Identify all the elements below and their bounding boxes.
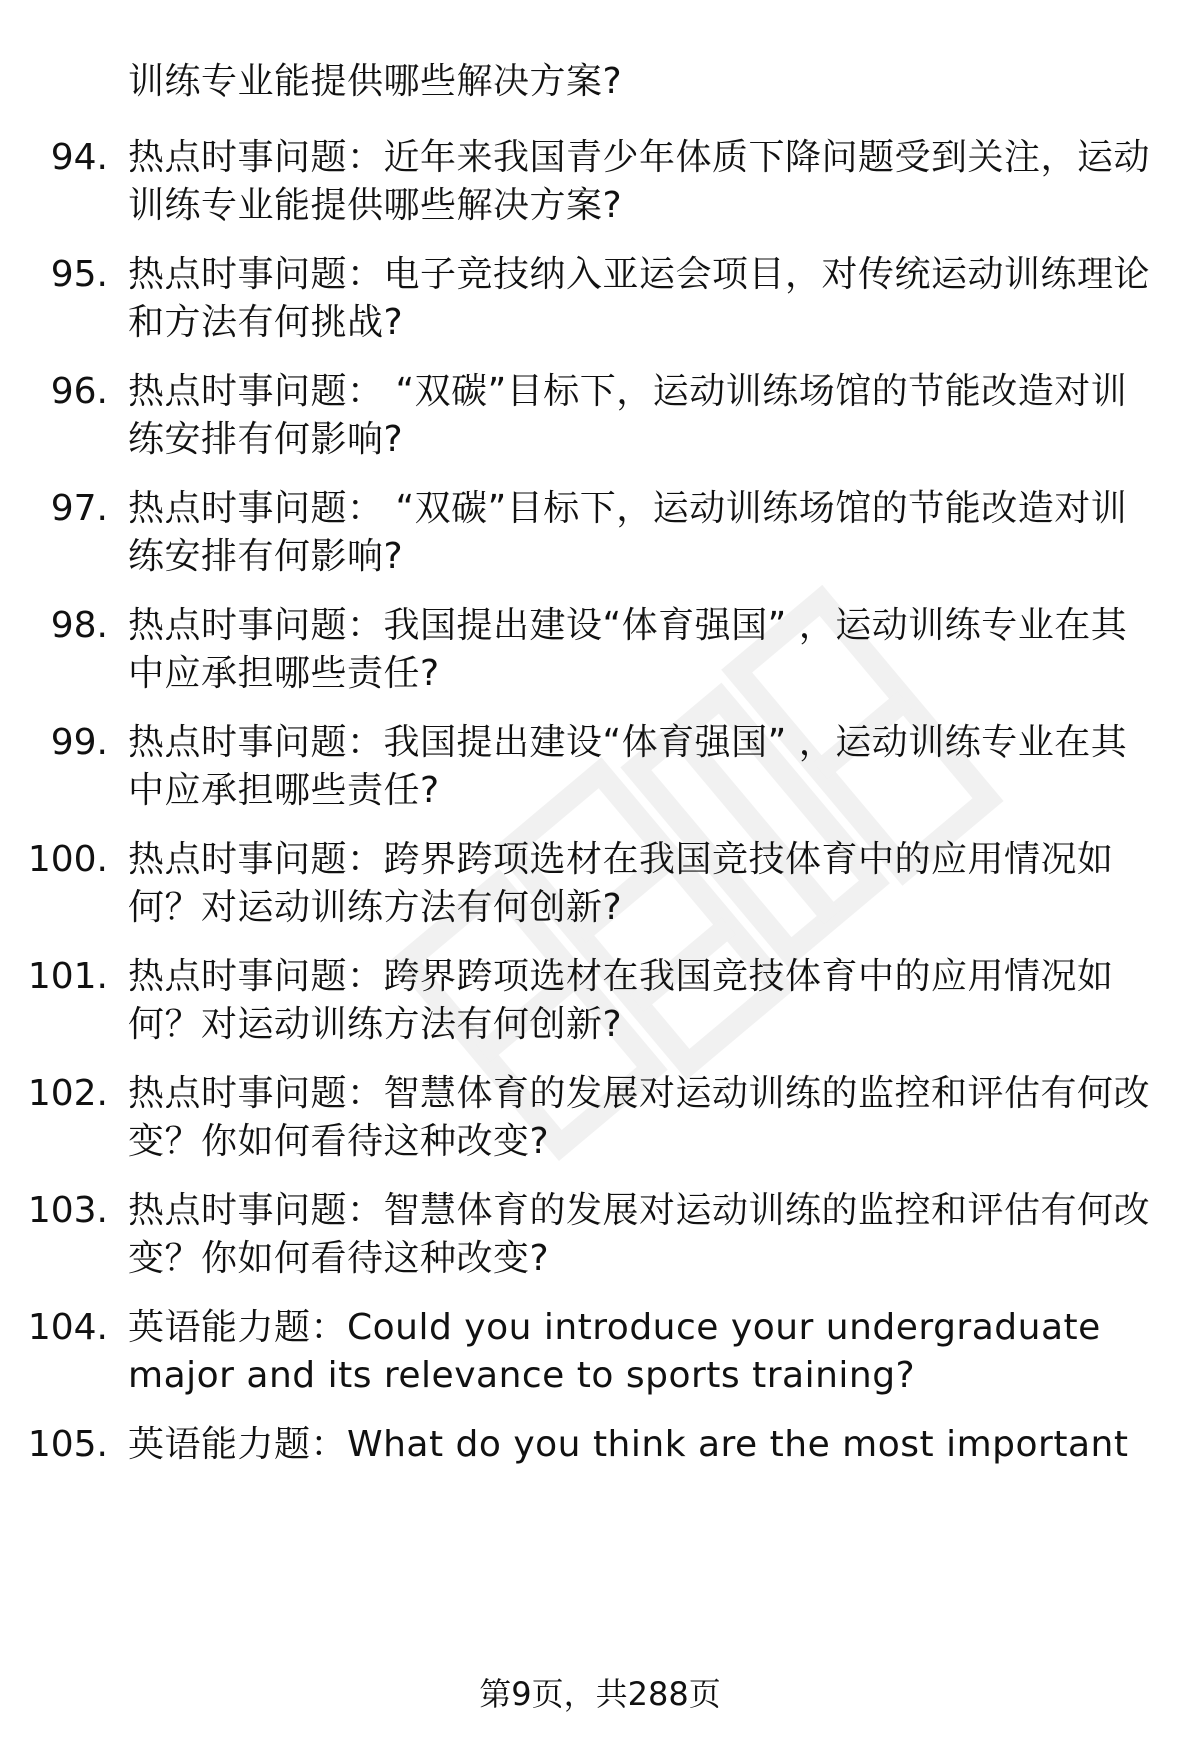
question-number: 103.: [27, 1190, 108, 1231]
question-number: 101.: [27, 956, 108, 997]
question-number: 102.: [27, 1073, 108, 1114]
question-text-line: 练安排有何影响?: [128, 419, 404, 460]
question-text: [128, 1421, 1138, 1469]
question-text: [128, 836, 1138, 932]
question-text: [128, 134, 1151, 230]
question-text-line: 热点时事问题：跨界跨项选材在我国竞技体育中的应用情况如: [128, 839, 1114, 880]
question-text-line: 热点时事问题：智慧体育的发展对运动训练的监控和评估有何改: [128, 1073, 1151, 1114]
question-text: [128, 602, 1138, 698]
question-text-line: 热点时事问题： “双碳”目标下，运动训练场馆的节能改造对训: [128, 488, 1128, 529]
question-text-line: 何？对运动训练方法有何创新?: [128, 887, 623, 928]
question-text: [128, 1187, 1151, 1283]
question-text-line: 英语能力题：What do you think are the most important: [128, 1424, 1129, 1465]
question-text-line: 热点时事问题： “双碳”目标下，运动训练场馆的节能改造对训: [128, 371, 1128, 412]
question-number: 97.: [50, 488, 108, 529]
question-text-line: 何？对运动训练方法有何创新?: [128, 1004, 623, 1045]
question-text: [128, 485, 1138, 581]
question-text-line: 训练专业能提供哪些解决方案?: [128, 185, 623, 226]
question-text-line: 热点时事问题：跨界跨项选材在我国竞技体育中的应用情况如: [128, 956, 1114, 997]
question-text-line: 热点时事问题：我国提出建设“体育强国” ，运动训练专业在其: [128, 722, 1128, 763]
question-text-line: 练安排有何影响?: [128, 536, 404, 577]
question-text-line: 英语能力题：Could you introduce your undergraduate: [128, 1307, 1101, 1348]
question-number: 98.: [50, 605, 108, 646]
question-text: [128, 953, 1138, 1049]
question-text-line: major and its relevance to sports training?: [128, 1355, 916, 1396]
question-text: [128, 1304, 1138, 1400]
question-text-line: 和方法有何挑战?: [128, 302, 404, 343]
question-text: [128, 251, 1151, 347]
question-text-line: 热点时事问题：电子竞技纳入亚运会项目，对传统运动训练理论: [128, 254, 1151, 295]
question-text: [128, 368, 1138, 464]
question-number: 99.: [50, 722, 108, 763]
question-number: 104.: [27, 1307, 108, 1348]
question-text-line: 中应承担哪些责任?: [128, 770, 440, 811]
question-text-line: 热点时事问题：近年来我国青少年体质下降问题受到关注，运动: [128, 137, 1151, 178]
page-footer: 第9页，共288页: [479, 1675, 721, 1713]
question-text-line: 变？你如何看待这种改变?: [128, 1121, 550, 1162]
question-number: 95.: [50, 254, 108, 295]
question-text-line: 热点时事问题：智慧体育的发展对运动训练的监控和评估有何改: [128, 1190, 1151, 1231]
question-text-line: 热点时事问题：我国提出建设“体育强国” ，运动训练专业在其: [128, 605, 1128, 646]
question-number: 94.: [50, 137, 108, 178]
question-text: [128, 1070, 1151, 1166]
question-number: 96.: [50, 371, 108, 412]
continuation-line: 训练专业能提供哪些解决方案?: [128, 61, 623, 102]
question-number: 100.: [27, 839, 108, 880]
question-text: [128, 719, 1138, 815]
question-text-line: 中应承担哪些责任?: [128, 653, 440, 694]
question-text-line: 变？你如何看待这种改变?: [128, 1238, 550, 1279]
question-number: 105.: [27, 1424, 108, 1465]
